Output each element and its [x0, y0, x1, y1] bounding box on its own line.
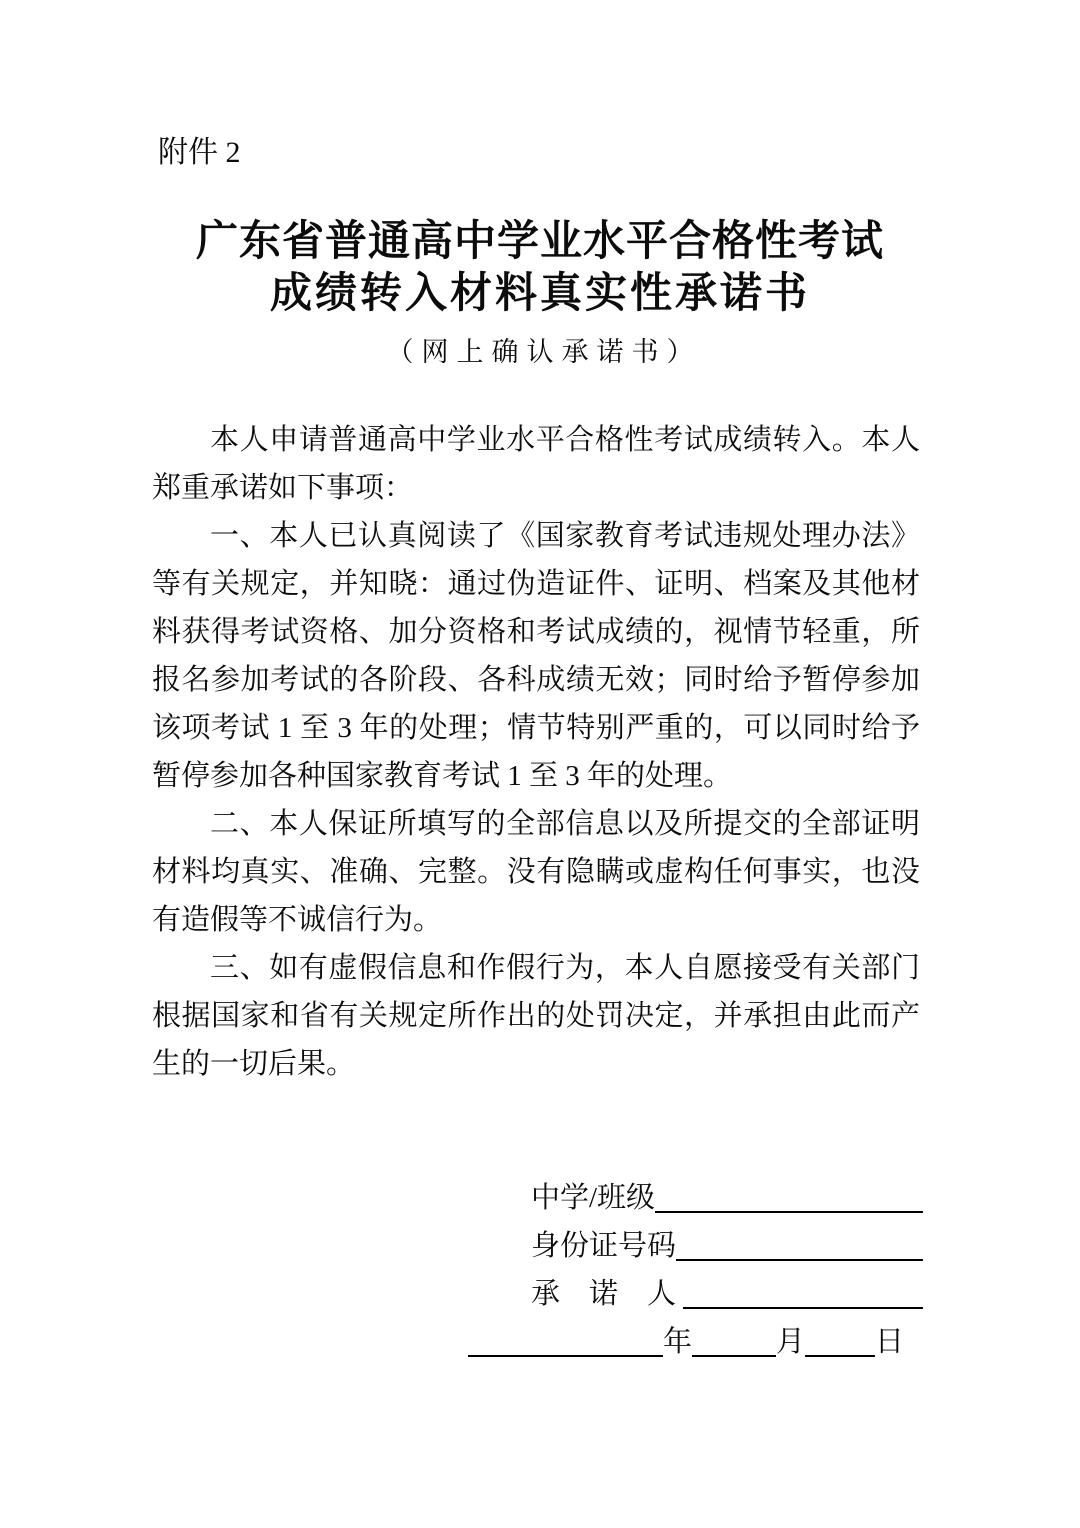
body-line: 根据国家和省有关规定所作出的处罚决定，并承担由此而产	[152, 1000, 920, 1032]
signature-row-id-number	[468, 1222, 923, 1270]
blank-line-day	[805, 1355, 875, 1357]
id-number-label: 身份证号码	[531, 1230, 677, 1262]
year-label: 年	[663, 1326, 693, 1358]
body-line: 三、如有虚假信息和作假行为，本人自愿接受有关部门	[210, 952, 920, 984]
blank-line-promiser	[683, 1270, 923, 1309]
document-body	[152, 416, 920, 1088]
blank-line-school-class	[655, 1174, 923, 1213]
body-line: 报名参加考试的各阶段、各科成绩无效；同时给予暂停参加	[152, 664, 920, 696]
signature-block	[468, 1174, 923, 1366]
body-line: 生的一切后果。	[152, 1048, 356, 1080]
body-line: 有造假等不诚信行为。	[152, 904, 443, 936]
document-title-line-1: 广东省普通高中学业水平合格性考试	[195, 219, 884, 265]
day-label: 日	[875, 1326, 905, 1358]
document-title-line-2: 成绩转入材料真实性承诺书	[269, 271, 810, 317]
attachment-label: 附件 2	[158, 136, 241, 169]
body-line: 郑重承诺如下事项：	[152, 472, 414, 504]
body-line: 料获得考试资格、加分资格和考试成绩的，视情节轻重，所	[152, 616, 920, 648]
blank-line-month	[692, 1355, 776, 1357]
school-class-label: 中学/班级	[531, 1182, 656, 1214]
body-line: 一、本人已认真阅读了《国家教育考试违规处理办法》	[210, 520, 920, 552]
signature-row-date	[468, 1318, 923, 1366]
blank-line-year	[468, 1355, 663, 1357]
document-subtitle: （网上确认承诺书）	[386, 337, 702, 367]
body-line: 等有关规定，并知晓：通过伪造证件、证明、档案及其他材	[152, 568, 920, 600]
signature-row-promiser	[468, 1270, 923, 1318]
body-line: 本人申请普通高中学业水平合格性考试成绩转入。本人	[210, 424, 920, 456]
body-line: 该项考试 1 至 3 年的处理；情节特别严重的，可以同时给予	[152, 712, 920, 744]
body-line: 暂停参加各种国家教育考试 1 至 3 年的处理。	[152, 760, 733, 792]
blank-line-id-number	[676, 1222, 923, 1261]
document-title	[0, 216, 1080, 320]
body-line: 材料均真实、准确、完整。没有隐瞒或虚构任何事实，也没	[152, 856, 920, 888]
month-label: 月	[776, 1326, 806, 1358]
promiser-label: 承 诺 人	[531, 1278, 684, 1310]
signature-row-school-class	[468, 1174, 923, 1222]
body-line: 二、本人保证所填写的全部信息以及所提交的全部证明	[210, 808, 920, 840]
